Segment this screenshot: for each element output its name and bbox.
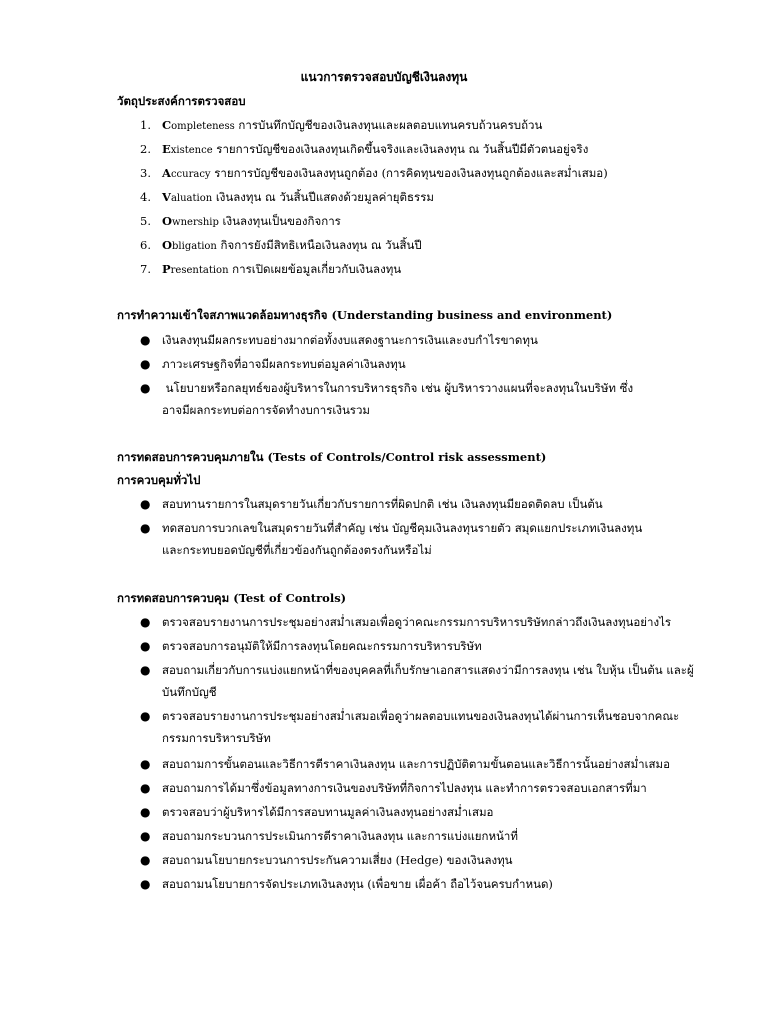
bullet-icon: ● bbox=[140, 877, 151, 891]
objective-item: 1. Completeness การบันทึกบัญชีของเงินลงทุนและผลตอบแทนครบถ้วนครบถ้วน bbox=[140, 118, 543, 132]
tests-internal-item: ● ทดสอบการบวกเลขในสมุดรายวันที่สำคัญ เช่น บัญชีคุมเงินลงทุนรายตัว สมุดแยกประเภทเงินลงทุน และกระทบยอดบัญชีที่เกี่ยวข้องกันถูกต้องตรงกันหรือไม่ bbox=[140, 521, 643, 557]
tests-internal-subheading: การควบคุมทั่วไป bbox=[117, 473, 201, 487]
objectives-heading: วัตถุประสงค์การตรวจสอบ bbox=[117, 94, 246, 108]
bullet-icon: ● bbox=[140, 781, 151, 795]
objective-item: 2. Existence รายการบัญชีของเงินลงทุนเกิดขึ้นจริงและเงินลงทุน ณ วันสิ้นปีมีตัวตนอยู่จริง bbox=[140, 142, 589, 156]
understanding-item: ● ภาวะเศรษฐกิจที่อาจมีผลกระทบต่อมูลค่าเงินลงทุน bbox=[140, 357, 406, 371]
page-title: แนวการตรวจสอบบัญชีเงินลงทุน bbox=[300, 70, 468, 84]
objective-item: 6. Obligation กิจการยังมีสิทธิเหนือเงินลงทุน ณ วันสิ้นปี bbox=[140, 238, 422, 252]
bullet-icon: ● bbox=[140, 615, 151, 629]
tests-controls-item: ● สอบถามการได้มาซึ่งข้อมูลทางการเงินของบริษัทที่กิจการไปลงทุน และทำการตรวจสอบเอกสารที่มา bbox=[140, 781, 647, 795]
objective-item: 7. Presentation การเปิดเผยข้อมูลเกี่ยวกับเงินลงทุน bbox=[140, 262, 402, 276]
bullet-icon: ● bbox=[140, 357, 151, 371]
bullet-icon: ● bbox=[140, 663, 151, 677]
objective-item: 5. Ownership เงินลงทุนเป็นของกิจการ bbox=[140, 214, 341, 228]
tests-controls-item: ● สอบถามการขั้นตอนและวิธีการตีราคาเงินลงทุน และการปฏิบัติตามขั้นตอนและวิธีการนั้นอย่างสม่ำเสมอ bbox=[140, 757, 671, 771]
tests-controls-item: ● ตรวจสอบรายงานการประชุมอย่างสม่ำเสมอเพื่อดูว่าผลตอบแทนของเงินลงทุนได้ผ่านการเห็นชอบจากคณะ กรรมการบริหารบริษัท bbox=[140, 709, 680, 745]
bullet-icon: ● bbox=[140, 853, 151, 867]
tests-controls-item: ● ตรวจสอบว่าผู้บริหารได้มีการสอบทานมูลค่าเงินลงทุนอย่างสม่ำเสมอ bbox=[140, 805, 494, 819]
tests-controls-item: ● สอบถามกระบวนการประเมินการตีราคาเงินลงทุน และการแบ่งแยกหน้าที่ bbox=[140, 829, 518, 843]
tests-controls-item: ● สอบถามนโยบายการจัดประเภทเงินลงทุน (เพื่อขาย เผื่อค้า ถือไว้จนครบกำหนด) bbox=[140, 877, 553, 891]
tests-controls-item: ● สอบถามเกี่ยวกับการแบ่งแยกหน้าที่ของบุคคลที่เก็บรักษาเอกสารแสดงว่ามีการลงทุน เช่น ใบหุ้น เป็นต้น และผู้ บันทึกบัญชี bbox=[140, 663, 694, 699]
objective-item: 3. Accuracy รายการบัญชีของเงินลงทุนถูกต้อง (การคิดทุนของเงินลงทุนถูกต้องและสม่ำเสมอ) bbox=[140, 166, 608, 180]
tests-controls-item: ● สอบถามนโยบายกระบวนการประกันความเสี่ยง (Hedge) ของเงินลงทุน bbox=[140, 853, 513, 867]
bullet-icon: ● bbox=[140, 639, 151, 653]
understanding-item: ● นโยบายหรือกลยุทธ์ของผู้บริหารในการบริหารธุรกิจ เช่น ผู้บริหารวางแผนที่จะลงทุนในบริษัท ซึ่ง อาจมีผลกระทบต่อการจัดทำงบการเงินรวม bbox=[140, 381, 634, 417]
bullet-icon: ● bbox=[140, 333, 151, 347]
understanding-item: ● เงินลงทุนมีผลกระทบอย่างมากต่อทั้งงบแสดงฐานะการเงินและงบกำไรขาดทุน bbox=[140, 333, 538, 347]
bullet-icon: ● bbox=[140, 829, 151, 843]
bullet-icon: ● bbox=[140, 381, 151, 395]
bullet-icon: ● bbox=[140, 805, 151, 819]
bullet-icon: ● bbox=[140, 497, 151, 511]
bullet-icon: ● bbox=[140, 757, 151, 771]
tests-controls-item: ● ตรวจสอบรายงานการประชุมอย่างสม่ำเสมอเพื่อดูว่าคณะกรรมการบริหารบริษัทกล่าวถึงเงินลงทุนอย่างไร bbox=[140, 615, 672, 629]
tests-internal-heading: การทดสอบการควบคุมภายใน (Tests of Controls/Control risk assessment) bbox=[117, 450, 547, 464]
tests-controls-item: ● ตรวจสอบการอนุมัติให้มีการลงทุนโดยคณะกรรมการบริหารบริษัท bbox=[140, 639, 482, 653]
bullet-icon: ● bbox=[140, 521, 151, 535]
tests-controls-heading: การทดสอบการควบคุม (Test of Controls) bbox=[117, 591, 347, 605]
objective-item: 4. Valuation เงินลงทุน ณ วันสิ้นปีแสดงด้วยมูลค่ายุติธรรม bbox=[140, 190, 434, 204]
understanding-heading: การทำความเข้าใจสภาพแวดล้อมทางธุรกิจ (Understanding business and environment) bbox=[117, 308, 613, 322]
bullet-icon: ● bbox=[140, 709, 151, 723]
tests-internal-item: ● สอบทานรายการในสมุดรายวันเกี่ยวกับรายการที่ผิดปกติ เช่น เงินลงทุนมียอดติดลบ เป็นต้น bbox=[140, 497, 603, 511]
